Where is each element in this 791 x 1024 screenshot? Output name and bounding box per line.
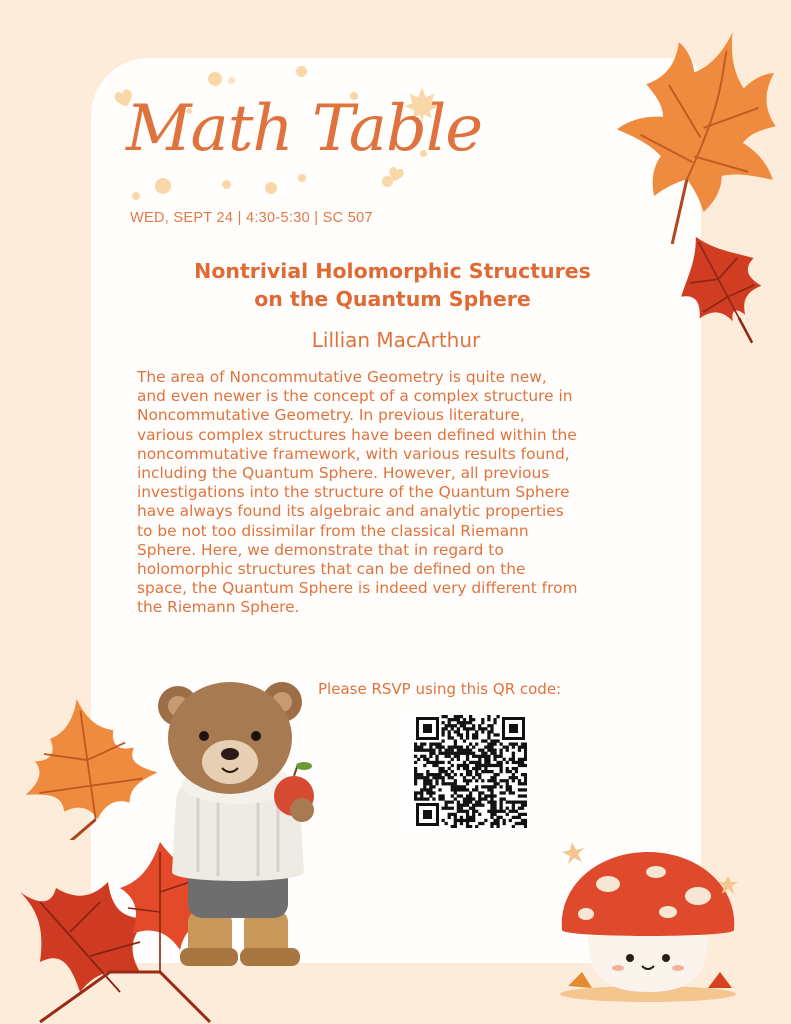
event-date-time-location: WED, SEPT 24 | 4:30-5:30 | SC 507 bbox=[130, 210, 373, 226]
abstract-line: various complex structures have been defined within the bbox=[137, 425, 577, 444]
abstract-line: holomorphic structures that can be defined on the bbox=[137, 560, 526, 579]
abstract-line: have always found its algebraic and analytic properties bbox=[137, 502, 564, 521]
abstract-line: investigations into the structure of the Quantum Sphere bbox=[137, 483, 570, 502]
rsvp-label: Please RSVP using this QR code: bbox=[318, 680, 562, 698]
maple-leaf-icon bbox=[668, 218, 778, 358]
abstract-line: and even newer is the concept of a complex structure in bbox=[137, 387, 573, 406]
speaker-name: Lillian MacArthur bbox=[311, 328, 481, 352]
rsvp-qr-code[interactable] bbox=[414, 715, 527, 828]
abstract-line: to be not too dissimilar from the classical Riemann bbox=[137, 521, 529, 540]
talk-title-line: on the Quantum Sphere bbox=[254, 287, 531, 311]
abstract-line: Noncommutative Geometry. In previous literature, bbox=[137, 406, 525, 425]
heart-icon bbox=[386, 164, 406, 184]
abstract-line: including the Quantum Sphere. However, all previous bbox=[137, 464, 550, 483]
abstract-line: The area of Noncommutative Geometry is quite new, bbox=[137, 368, 547, 386]
series-title: Math Table bbox=[126, 92, 483, 166]
abstract-line: the Riemann Sphere. bbox=[137, 598, 300, 617]
mushroom-character-illustration bbox=[548, 836, 748, 1004]
talk-title-line: Nontrivial Holomorphic Structures bbox=[194, 259, 591, 283]
talk-title bbox=[100, 257, 685, 313]
teddy-bear-illustration bbox=[148, 672, 328, 977]
abstract-line: Sphere. Here, we demonstrate that in regard to bbox=[137, 540, 504, 559]
abstract bbox=[137, 368, 677, 618]
abstract-line: space, the Quantum Sphere is indeed very different from bbox=[137, 579, 578, 598]
abstract-line: noncommutative framework, with various results found, bbox=[137, 444, 570, 463]
